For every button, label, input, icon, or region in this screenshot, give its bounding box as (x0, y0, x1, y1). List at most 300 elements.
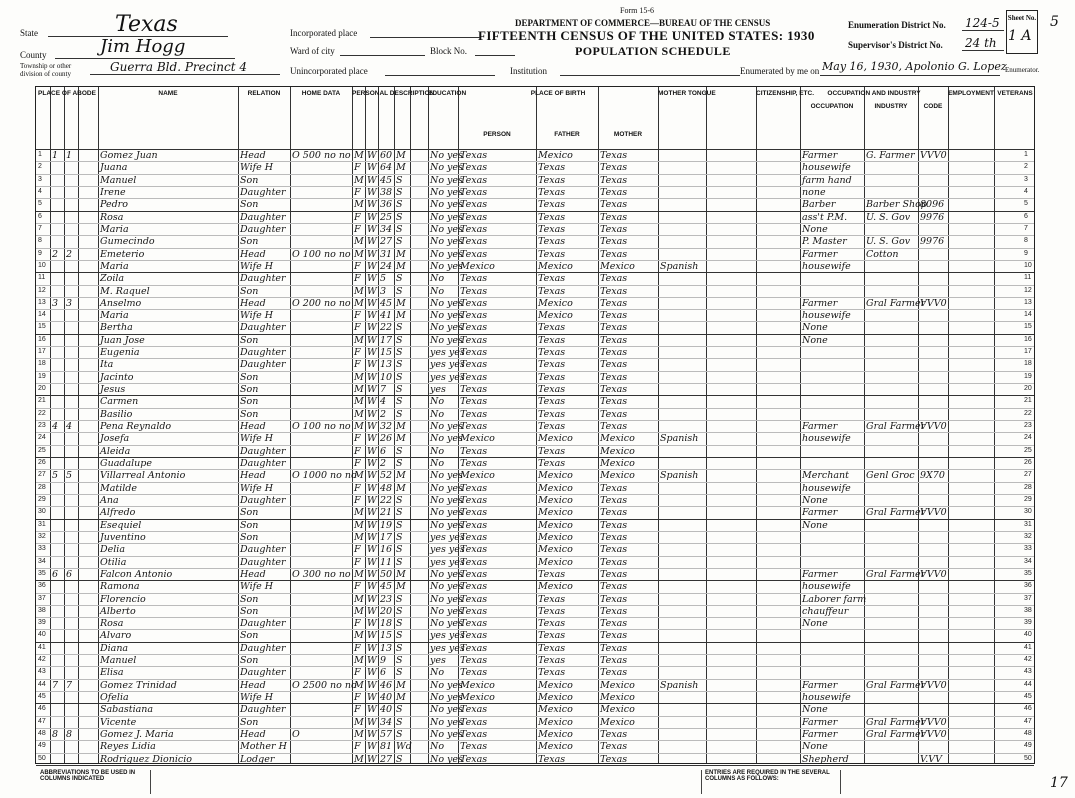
cell-sex: F (354, 273, 361, 285)
cell-sex: M (354, 519, 364, 531)
cell-sex: F (354, 322, 361, 334)
cell-ms: M (396, 482, 406, 494)
line-number: 28 (38, 483, 46, 491)
column-divider (365, 87, 366, 763)
line-number: 34 (1024, 557, 1032, 565)
cell-sex: M (354, 248, 364, 260)
cell-ms: S (396, 384, 403, 396)
cell-fb: Mexico (538, 260, 573, 272)
cell-fb: Mexico (538, 433, 573, 445)
cell-pb: Texas (460, 494, 488, 506)
cell-ms: S (396, 371, 403, 383)
cell-ms: S (396, 334, 403, 346)
cell-rel: Son (240, 519, 259, 531)
cell-age: 27 (380, 236, 393, 248)
cell-school: No yes (430, 322, 463, 334)
line-number: 23 (1024, 422, 1032, 430)
cell-age: 60 (380, 150, 393, 161)
cell-age: 21 (380, 507, 393, 519)
line-number: 28 (1024, 483, 1032, 491)
cell-fb: Texas (538, 248, 566, 260)
cell-school: No yes (430, 482, 463, 494)
cell-ms: S (396, 273, 403, 285)
cell-pb: Texas (460, 458, 488, 469)
cell-ind: U. S. Gov (866, 211, 911, 223)
line-number: 10 (1024, 261, 1032, 269)
cell-mb: Texas (600, 544, 628, 556)
cell-sex: M (354, 507, 364, 519)
cell-mb: Mexico (600, 445, 635, 457)
cell-mb: Mexico (600, 260, 635, 272)
cell-fb: Texas (538, 162, 566, 174)
column-divider (352, 87, 353, 763)
cell-occ: Merchant (802, 470, 849, 482)
line-number: 4 (38, 187, 42, 195)
cell-age: 25 (380, 211, 393, 223)
cell-mb: Texas (600, 396, 628, 408)
cell-mb: Texas (600, 568, 628, 580)
cell-age: 50 (380, 568, 393, 580)
cell-school: No yes (430, 421, 463, 433)
cell-occ: ass't P.M. (802, 211, 848, 223)
cell-pb: Texas (460, 322, 488, 334)
line-number: 13 (38, 298, 46, 306)
line-number: 32 (38, 532, 46, 540)
cell-code: 9X70 (920, 470, 945, 482)
cell-code: V.VV (920, 753, 942, 765)
cell-mt: Spanish (660, 433, 699, 445)
cell-mb: Texas (600, 655, 628, 667)
cell-age: 17 (380, 334, 393, 346)
entries-block (840, 770, 1031, 794)
cell-sex: M (354, 236, 364, 248)
line-number: 16 (38, 335, 46, 343)
cell-name: Josefa (100, 433, 130, 445)
cell-ms: S (396, 753, 403, 765)
cell-ms: M (396, 297, 406, 309)
column-divider (948, 87, 949, 763)
birth-subheader: FATHER (554, 131, 580, 138)
cell-occ: Laborer farm (802, 593, 867, 605)
line-number: 33 (38, 545, 46, 553)
cell-sex: F (354, 667, 361, 679)
line-number: 20 (38, 385, 46, 393)
cell-sex: F (354, 494, 361, 506)
cell-mb: Texas (600, 273, 628, 285)
cell-school: No yes (430, 692, 463, 704)
cell-name: Falcon Antonio (100, 568, 173, 580)
cell-rel: Son (240, 334, 259, 346)
cell-occ: Farmer (802, 421, 838, 433)
cell-age: 17 (380, 531, 393, 543)
cell-age: 34 (380, 223, 393, 235)
cell-dw: 6 (52, 568, 59, 580)
cell-school: No (430, 741, 445, 753)
cell-sex: M (354, 729, 364, 741)
cell-rel: Son (240, 408, 259, 420)
cell-sex: M (354, 150, 364, 161)
cell-ms: M (396, 260, 406, 272)
cell-ind: Gral Farmer (866, 729, 926, 741)
cell-school: No yes (430, 494, 463, 506)
line-number: 12 (1024, 286, 1032, 294)
cell-sex: F (354, 692, 361, 704)
column-divider (800, 87, 801, 763)
line-number: 36 (38, 582, 46, 590)
schedule-title: POPULATION SCHEDULE (575, 44, 731, 58)
cell-rel: Head (240, 568, 266, 580)
cell-ms: S (396, 507, 403, 519)
enumerator-label: Enumerator. (1005, 66, 1040, 74)
cell-rel: Head (240, 421, 266, 433)
cell-rel: Head (240, 150, 266, 161)
cell-sex: M (354, 605, 364, 617)
cell-rel: Daughter (240, 211, 286, 223)
cell-ms: S (396, 531, 403, 543)
cell-fb: Texas (538, 334, 566, 346)
cell-ms: S (396, 396, 403, 408)
line-number: 48 (38, 730, 46, 738)
cell-ms: M (396, 150, 406, 161)
cell-fb: Mexico (538, 519, 573, 531)
cell-occ: Farmer (802, 507, 838, 519)
cell-age: 46 (380, 679, 393, 691)
line-number: 47 (38, 717, 46, 725)
line-number: 35 (38, 569, 46, 577)
cell-school: No yes (430, 199, 463, 211)
cell-name: M. Raquel (100, 285, 150, 297)
cell-age: 52 (380, 470, 393, 482)
line-number: 9 (38, 249, 42, 257)
cell-mt: Spanish (660, 260, 699, 272)
cell-pb: Texas (460, 408, 488, 420)
cell-ms: S (396, 655, 403, 667)
cell-race: W (367, 334, 377, 346)
column-group-header: PLACE OF ABODE (38, 90, 96, 97)
cell-rel: Daughter (240, 494, 286, 506)
cell-occ: housewife (802, 162, 851, 174)
line-number: 45 (38, 693, 46, 701)
column-divider (50, 87, 51, 763)
cell-age: 4 (380, 396, 387, 408)
line-number: 31 (38, 520, 46, 528)
cell-race: W (367, 174, 377, 186)
line-number: 27 (38, 471, 46, 479)
cell-rel: Daughter (240, 445, 286, 457)
cell-school: yes yes (430, 556, 465, 568)
cell-race: W (367, 211, 377, 223)
cell-age: 40 (380, 692, 393, 704)
cell-name: Ofelia (100, 692, 129, 704)
cell-age: 16 (380, 544, 393, 556)
column-divider (428, 87, 429, 763)
cell-name: Rosa (100, 211, 124, 223)
line-number: 42 (38, 656, 46, 664)
cell-sex: M (354, 716, 364, 728)
cell-code: 8096 (920, 199, 945, 211)
cell-age: 38 (380, 186, 393, 198)
cell-rel: Son (240, 630, 259, 642)
cell-occ: None (802, 704, 828, 716)
cell-pb: Texas (460, 618, 488, 630)
cell-sex: F (354, 642, 361, 654)
column-group-header: MOTHER TONGUE (658, 90, 716, 97)
cell-age: 32 (380, 421, 393, 433)
line-number: 4 (1024, 187, 1028, 195)
cell-occ: P. Master (802, 236, 847, 248)
unincorporated-label: Unincorporated place (290, 66, 368, 76)
cell-school: yes (430, 655, 446, 667)
cell-fb: Texas (538, 605, 566, 617)
cell-fb: Mexico (538, 704, 573, 716)
cell-ms: M (396, 568, 406, 580)
cell-name: Maria (100, 223, 129, 235)
cell-race: W (367, 186, 377, 198)
line-number: 5 (38, 200, 42, 208)
cell-mb: Texas (600, 667, 628, 679)
cell-school: No (430, 396, 445, 408)
cell-occ: None (802, 494, 828, 506)
cell-pb: Texas (460, 716, 488, 728)
cell-name: Pedro (100, 199, 128, 211)
birth-subheader: PERSON (483, 131, 511, 138)
cell-mb: Texas (600, 150, 628, 161)
cell-age: 45 (380, 581, 393, 593)
cell-name: Eugenia (100, 347, 140, 359)
line-number: 36 (1024, 582, 1032, 590)
cell-pb: Texas (460, 223, 488, 235)
line-number: 21 (38, 397, 46, 405)
cell-fb: Mexico (538, 494, 573, 506)
occupation-subheader: OCCUPATION (810, 103, 854, 110)
county-label: County (20, 50, 47, 60)
column-group-header: CITIZENSHIP, ETC. (756, 90, 815, 97)
cell-ms: S (396, 186, 403, 198)
cell-sex: F (354, 618, 361, 630)
cell-school: No yes (430, 162, 463, 174)
line-number: 42 (1024, 656, 1032, 664)
cell-mb: Texas (600, 531, 628, 543)
cell-ms: M (396, 310, 406, 322)
cell-school: No (430, 285, 445, 297)
cell-race: W (367, 581, 377, 593)
cell-name: Matilde (100, 482, 137, 494)
line-number: 43 (38, 668, 46, 676)
cell-pb: Texas (460, 248, 488, 260)
cell-age: 13 (380, 359, 393, 371)
cell-mb: Mexico (600, 470, 635, 482)
line-number: 49 (1024, 742, 1032, 750)
cell-rel: Head (240, 729, 266, 741)
cell-name: Jesus (100, 384, 126, 396)
cell-fb: Texas (538, 359, 566, 371)
cell-age: 18 (380, 618, 393, 630)
cell-ms: S (396, 642, 403, 654)
cell-race: W (367, 593, 377, 605)
cell-race: W (367, 642, 377, 654)
cell-occ: none (802, 186, 826, 198)
cell-sex: F (354, 741, 361, 753)
cell-home: O 200 no no (292, 297, 351, 309)
cell-pb: Texas (460, 359, 488, 371)
cell-name: Zoila (100, 273, 125, 285)
column-divider (238, 87, 239, 763)
cell-pb: Texas (460, 186, 488, 198)
cell-rel: Head (240, 470, 266, 482)
cell-fam: 2 (66, 248, 73, 260)
cell-mb: Texas (600, 741, 628, 753)
line-number: 20 (1024, 385, 1032, 393)
cell-pb: Texas (460, 667, 488, 679)
line-number: 23 (38, 422, 46, 430)
cell-fb: Texas (538, 642, 566, 654)
cell-pb: Texas (460, 605, 488, 617)
cell-race: W (367, 568, 377, 580)
cell-ms: S (396, 544, 403, 556)
cell-code: VVV0 (920, 150, 947, 161)
line-number: 25 (38, 446, 46, 454)
cell-fb: Texas (538, 630, 566, 642)
column-group-header: VETERANS (997, 90, 1033, 97)
cell-occ: chauffeur (802, 605, 849, 617)
cell-fb: Mexico (538, 556, 573, 568)
cell-race: W (367, 408, 377, 420)
cell-occ: farm hand (802, 174, 852, 186)
cell-school: yes yes (430, 630, 465, 642)
cell-mb: Texas (600, 384, 628, 396)
cell-occ: None (802, 741, 828, 753)
cell-fb: Mexico (538, 150, 573, 161)
cell-mb: Texas (600, 581, 628, 593)
cell-ind: Genl Groc (866, 470, 915, 482)
line-number: 29 (38, 495, 46, 503)
cell-name: Aleida (100, 445, 131, 457)
cell-fam: 5 (66, 470, 73, 482)
cell-rel: Son (240, 174, 259, 186)
cell-rel: Son (240, 531, 259, 543)
line-number: 27 (1024, 471, 1032, 479)
cell-rel: Wife H (240, 482, 274, 494)
cell-dw: 1 (52, 150, 59, 161)
cell-sex: F (354, 211, 361, 223)
cell-sex: M (354, 297, 364, 309)
cell-age: 5 (380, 273, 387, 285)
line-number: 9 (1024, 249, 1028, 257)
cell-race: W (367, 519, 377, 531)
cell-race: W (367, 753, 377, 765)
cell-race: W (367, 494, 377, 506)
cell-pb: Texas (460, 753, 488, 765)
cell-ms: M (396, 692, 406, 704)
line-number: 6 (1024, 212, 1028, 220)
cell-rel: Son (240, 655, 259, 667)
cell-name: Gomez Juan (100, 150, 158, 161)
cell-occ: housewife (802, 581, 851, 593)
line-number: 21 (1024, 397, 1032, 405)
line-number: 39 (38, 619, 46, 627)
line-number: 40 (38, 631, 46, 639)
cell-sex: M (354, 531, 364, 543)
cell-mb: Texas (600, 556, 628, 568)
cell-sex: M (354, 384, 364, 396)
cell-school: No yes (430, 260, 463, 272)
cell-code: 9976 (920, 236, 945, 248)
cell-rel: Lodger (240, 753, 275, 765)
line-number: 14 (38, 311, 46, 319)
cell-fb: Mexico (538, 679, 573, 691)
cell-mb: Texas (600, 408, 628, 420)
cell-ms: S (396, 199, 403, 211)
column-divider (98, 87, 99, 763)
cell-fb: Texas (538, 211, 566, 223)
column-group-header: EDUCATION (428, 90, 467, 97)
line-number: 40 (1024, 631, 1032, 639)
cell-ms: S (396, 236, 403, 248)
cell-code: VVV0 (920, 729, 947, 741)
cell-race: W (367, 199, 377, 211)
cell-fb: Texas (538, 347, 566, 359)
cell-sex: M (354, 174, 364, 186)
cell-sex: M (354, 568, 364, 580)
cell-rel: Wife H (240, 581, 274, 593)
cell-mb: Texas (600, 236, 628, 248)
line-number: 7 (38, 224, 42, 232)
cell-fb: Texas (538, 223, 566, 235)
cell-race: W (367, 482, 377, 494)
cell-name: Ana (100, 494, 119, 506)
cell-pb: Texas (460, 384, 488, 396)
cell-age: 15 (380, 347, 393, 359)
column-divider (864, 87, 865, 763)
cell-age: 2 (380, 408, 387, 420)
cell-mb: Texas (600, 630, 628, 642)
cell-sex: F (354, 260, 361, 272)
cell-name: Juan Jose (100, 334, 145, 346)
form-number: Form 15-6 (620, 6, 654, 15)
column-group-header: PERSONAL DESCRIPTION (352, 90, 435, 97)
cell-school: yes yes (430, 531, 465, 543)
column-group-header: EMPLOYMENT (948, 90, 994, 97)
cell-name: Pena Reynaldo (100, 421, 172, 433)
cell-school: yes yes (430, 347, 465, 359)
cell-pb: Texas (460, 531, 488, 543)
cell-ind: Gral Farmer (866, 716, 926, 728)
column-divider (658, 87, 659, 763)
cell-fb: Texas (538, 655, 566, 667)
cell-name: Emeterio (100, 248, 145, 260)
cell-pb: Texas (460, 236, 488, 248)
column-divider (598, 87, 599, 763)
cell-sex: M (354, 655, 364, 667)
cell-sex: M (354, 334, 364, 346)
cell-age: 6 (380, 445, 387, 457)
cell-rel: Son (240, 384, 259, 396)
cell-ms: S (396, 445, 403, 457)
cell-mb: Mexico (600, 716, 635, 728)
cell-age: 23 (380, 593, 393, 605)
cell-age: 45 (380, 174, 393, 186)
cell-pb: Texas (460, 655, 488, 667)
cell-ms: M (396, 162, 406, 174)
cell-fb: Texas (538, 273, 566, 285)
cell-pb: Texas (460, 556, 488, 568)
abbreviations-title: ABBREVIATIONS TO BE USED IN COLUMNS INDICATED (40, 770, 136, 782)
cell-race: W (367, 679, 377, 691)
line-number: 8 (38, 237, 42, 245)
cell-name: Alberto (100, 605, 136, 617)
cell-age: 24 (380, 260, 393, 272)
cell-code: VVV0 (920, 421, 947, 433)
